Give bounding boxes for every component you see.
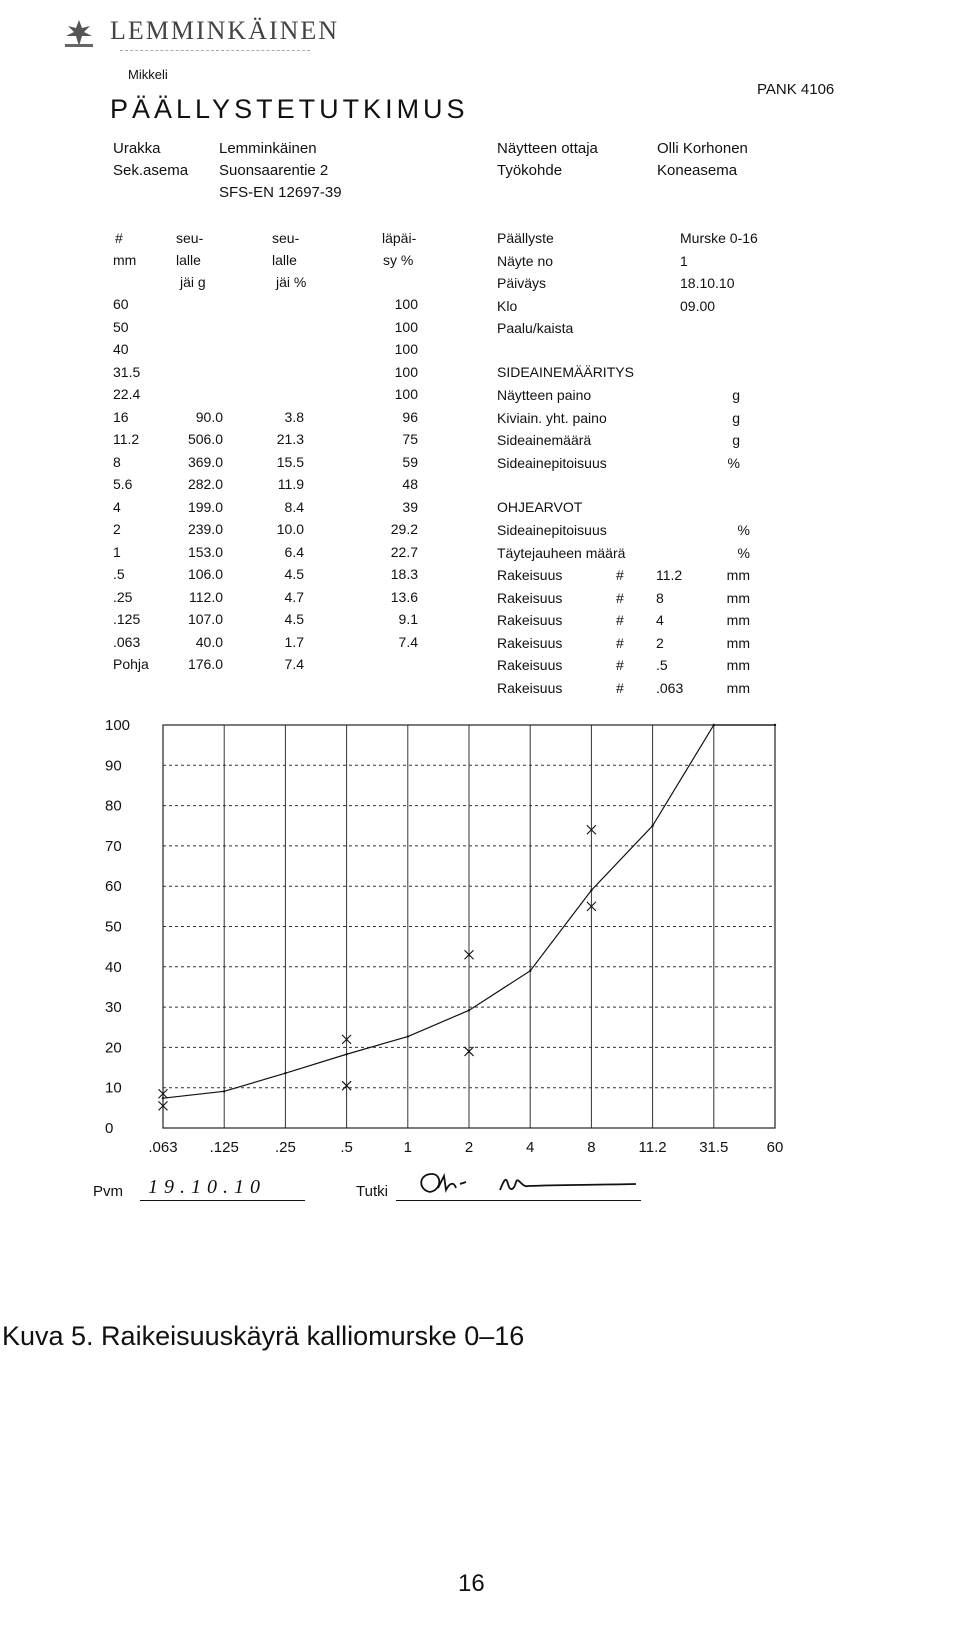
passing-pct-cell: 96 [402, 408, 418, 425]
header-col3-line1: seu- [272, 230, 300, 246]
x-tick-label: 4 [526, 1139, 535, 1156]
guide-label: Rakeisuus [497, 657, 563, 673]
examiner-label: Tutki [356, 1183, 388, 1200]
guide-label: Rakeisuus [497, 612, 563, 628]
y-tick-label: 10 [105, 1079, 122, 1097]
guide-size: 2 [656, 634, 664, 651]
header-col2-line2: lalle [176, 252, 201, 268]
passing-pct-cell: 100 [394, 386, 418, 402]
retained-g-cell: 199.0 [187, 498, 223, 515]
retained-g-cell: 107.0 [187, 611, 223, 627]
grading-curve-point [713, 724, 715, 726]
grading-curve-point [529, 970, 531, 972]
header-col1-line2: mm [113, 252, 137, 268]
retained-g-cell: 176.0 [187, 656, 223, 672]
x-tick-label: 31.5 [699, 1139, 729, 1156]
x-tick-label: .5 [340, 1139, 353, 1156]
header-col3-line3: jäi % [276, 274, 307, 290]
retained-pct-cell: 6.4 [284, 543, 304, 560]
guide-label: Sideainepitoisuus [497, 522, 607, 538]
y-tick-label: 20 [105, 1039, 122, 1057]
binder-unit: g [732, 409, 740, 426]
retained-pct-cell: 4.5 [284, 566, 304, 582]
retained-g-cell: 506.0 [187, 431, 223, 447]
binder-label: Sideainepitoisuus [497, 454, 607, 471]
passing-pct-cell: 100 [394, 318, 418, 335]
grading-curve-point [407, 1035, 409, 1037]
worksite-label: Työkohde [497, 162, 563, 179]
sieve-size-cell: 16 [113, 408, 129, 425]
info-label: Näyte no [497, 252, 554, 269]
worksite-value: Koneasema [657, 162, 738, 179]
sieve-size-cell: .063 [113, 633, 141, 650]
grading-curve-point [223, 1090, 225, 1092]
guide-label: Rakeisuus [497, 589, 563, 606]
sieve-size-cell: .25 [113, 588, 133, 605]
guide-size: 11.2 [656, 567, 683, 583]
binder-section-title: SIDEAINEMÄÄRITYS [497, 364, 634, 380]
retained-pct-cell: 21.3 [276, 431, 304, 447]
page-title: PÄÄLLYSTETUTKIMUS [110, 94, 469, 124]
grading-curve-point [774, 724, 776, 726]
limit-marker [587, 902, 596, 911]
passing-pct-cell: 100 [394, 296, 418, 312]
guide-unit: mm [726, 567, 750, 583]
info-label: Päiväys [497, 275, 547, 291]
header-col1-line1: # [115, 230, 123, 246]
plot-frame [163, 725, 775, 1128]
y-tick-label: 50 [105, 918, 122, 936]
guide-unit: mm [726, 679, 750, 696]
grading-curve-point [651, 825, 653, 827]
sampler-label: Näytteen ottaja [497, 140, 598, 157]
retained-g-cell: 106.0 [187, 566, 223, 582]
guide-section-title: OHJEARVOT [497, 499, 583, 515]
grading-curve-point [162, 1097, 164, 1099]
guide-label: Rakeisuus [497, 634, 563, 651]
sieve-size-cell: 1 [113, 543, 121, 560]
y-tick-label: 40 [105, 958, 122, 976]
grading-curve-point [590, 889, 592, 891]
info-value: 1 [680, 252, 688, 269]
y-tick-label: 60 [105, 878, 122, 896]
examiner-signature [408, 1168, 638, 1200]
passing-pct-cell: 22.7 [390, 543, 418, 560]
guide-size: .063 [656, 679, 684, 696]
sieve-size-cell: 40 [113, 341, 129, 357]
header-col4-line2: sy % [383, 252, 414, 268]
limit-marker [342, 1035, 351, 1044]
passing-pct-cell: 18.3 [390, 566, 418, 582]
y-tick-label: 70 [105, 837, 122, 855]
limit-marker [587, 825, 596, 834]
limit-marker [465, 1047, 474, 1056]
info-value: 18.10.10 [680, 275, 735, 291]
retained-pct-cell: 1.7 [284, 633, 304, 650]
page-number: 16 [458, 1570, 485, 1597]
sieve-size-cell: 22.4 [113, 386, 141, 402]
retained-g-cell: 112.0 [189, 588, 223, 605]
guide-size: 8 [656, 589, 664, 606]
passing-pct-cell: 75 [402, 431, 418, 447]
guide-hash: # [616, 679, 624, 696]
sieve-size-cell: .125 [113, 611, 141, 627]
sieve-size-cell: 60 [113, 296, 129, 312]
guide-unit: mm [726, 589, 750, 606]
sieve-size-cell: Pohja [113, 656, 149, 672]
sieve-size-cell: .5 [113, 566, 125, 582]
header-col4-line1: läpäi- [382, 230, 417, 246]
sekasema-label: Sek.asema [113, 162, 189, 179]
retained-pct-cell: 10.0 [276, 521, 304, 537]
sieve-size-cell: 11.2 [113, 431, 140, 447]
grading-curve-point [345, 1053, 347, 1055]
header-col2-line3: jäi g [180, 274, 206, 290]
info-value: 09.00 [680, 297, 716, 314]
urakka-value: Lemminkäinen [219, 140, 317, 157]
sieve-size-cell: 8 [113, 453, 121, 470]
x-tick-label: 11.2 [638, 1139, 667, 1156]
logo-underline [120, 50, 310, 51]
x-tick-label: 1 [403, 1139, 412, 1156]
sekasema-value: Suonsaarentie 2 [219, 162, 329, 179]
retained-g-cell: 282.0 [187, 476, 223, 492]
limit-marker [465, 950, 474, 959]
passing-pct-cell: 59 [402, 453, 418, 470]
x-tick-label: 60 [766, 1139, 784, 1156]
doc-code: PANK 4106 [757, 81, 835, 98]
y-tick-label: 80 [105, 797, 122, 815]
retained-g-cell: 153.0 [187, 543, 223, 560]
passing-pct-cell: 100 [394, 341, 418, 357]
y-tick-label: 0 [105, 1120, 114, 1137]
guide-size: .5 [656, 657, 668, 673]
guide-hash: # [616, 612, 624, 628]
retained-pct-cell: 4.7 [284, 588, 304, 605]
grading-curve-line [163, 725, 775, 1098]
limit-marker [342, 1081, 351, 1090]
retained-g-cell: 369.0 [187, 453, 223, 470]
retained-pct-cell: 4.5 [284, 611, 304, 627]
retained-g-cell: 239.0 [187, 521, 223, 537]
x-tick-label: .25 [274, 1139, 296, 1156]
y-tick-label: 100 [105, 717, 131, 734]
passing-pct-cell: 7.4 [398, 633, 418, 650]
header-col3-line2: lalle [272, 252, 297, 268]
retained-pct-cell: 3.8 [284, 408, 304, 425]
y-tick-label: 90 [105, 757, 122, 775]
passing-pct-cell: 39 [402, 498, 418, 515]
logo-text: LEMMINKÄINEN [110, 16, 340, 45]
guide-hash: # [616, 567, 624, 583]
info-label: Päällyste [497, 230, 554, 246]
date-value: 19.10.10 [148, 1176, 266, 1198]
sieve-size-cell: 2 [113, 521, 121, 537]
retained-g-cell: 90.0 [195, 408, 223, 425]
x-tick-label: 8 [587, 1139, 596, 1156]
guide-label: Rakeisuus [497, 679, 563, 696]
examiner-line [396, 1200, 641, 1201]
sieve-size-cell: 5.6 [113, 476, 133, 492]
passing-pct-cell: 100 [394, 363, 418, 380]
guide-unit: % [737, 544, 750, 561]
binder-label: Kiviain. yht. paino [497, 409, 607, 426]
guide-unit: mm [726, 612, 750, 628]
figure-caption: Kuva 5. Raikeisuuskäyrä kalliomurske 0–16 [2, 1321, 525, 1351]
y-tick-label: 30 [105, 999, 122, 1017]
guide-size: 4 [656, 612, 664, 628]
retained-pct-cell: 8.4 [284, 498, 304, 515]
x-tick-label: 2 [464, 1139, 474, 1156]
guide-unit: mm [726, 634, 750, 651]
binder-unit: g [732, 432, 740, 448]
guide-label: Rakeisuus [497, 567, 563, 583]
guide-hash: # [616, 634, 624, 651]
x-tick-label: .063 [148, 1139, 178, 1156]
limit-marker [159, 1101, 168, 1110]
lemminkainen-logo-icon [62, 18, 96, 55]
sieve-size-cell: 50 [113, 318, 129, 335]
binder-label: Sideainemäärä [497, 432, 592, 448]
date-line [140, 1200, 305, 1201]
passing-pct-cell: 9.1 [398, 611, 418, 627]
limit-marker [159, 1089, 168, 1098]
header-col2-line1: seu- [176, 230, 204, 246]
guide-hash: # [616, 657, 624, 673]
urakka-label: Urakka [113, 140, 161, 157]
retained-pct-cell: 7.4 [284, 656, 304, 672]
info-label: Klo [497, 297, 518, 314]
passing-pct-cell: 13.6 [390, 588, 418, 605]
info-label: Paalu/kaista [497, 320, 574, 336]
sampler-value: Olli Korhonen [657, 140, 748, 157]
guide-unit: % [737, 522, 750, 538]
retained-pct-cell: 11.9 [277, 476, 304, 492]
guide-label: Täytejauheen määrä [497, 544, 626, 561]
binder-unit: g [732, 387, 740, 403]
info-value: Murske 0-16 [680, 230, 758, 246]
sieve-size-cell: 4 [113, 498, 121, 515]
x-tick-label: .125 [209, 1139, 239, 1156]
location-text: Mikkeli [128, 67, 168, 82]
company-logo [60, 12, 340, 52]
grading-curve-point [284, 1072, 286, 1074]
date-label: Pvm [93, 1183, 123, 1200]
retained-g-cell: 40.0 [195, 633, 223, 650]
guide-unit: mm [726, 657, 750, 673]
grading-curve-point [468, 1009, 470, 1011]
binder-unit: % [727, 454, 740, 471]
standard-text: SFS-EN 12697-39 [219, 184, 342, 201]
sieve-size-cell: 31.5 [113, 363, 141, 380]
passing-pct-cell: 48 [402, 476, 418, 492]
retained-pct-cell: 15.5 [276, 453, 304, 470]
binder-label: Näytteen paino [497, 387, 592, 403]
passing-pct-cell: 29.2 [390, 521, 418, 537]
guide-hash: # [616, 589, 624, 606]
